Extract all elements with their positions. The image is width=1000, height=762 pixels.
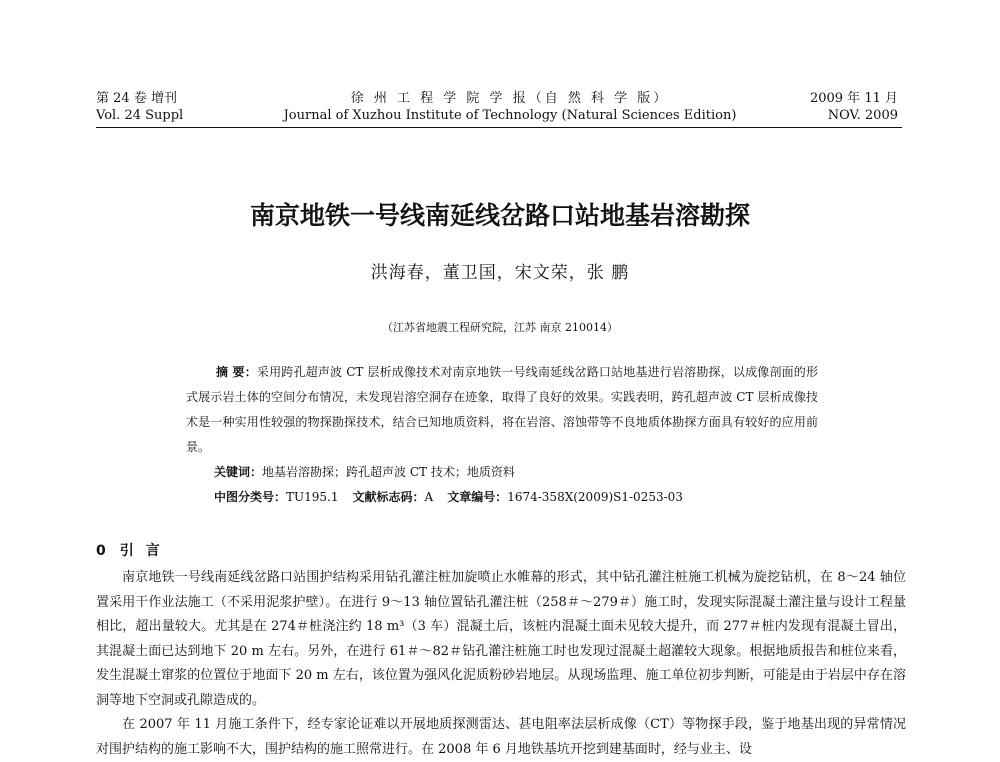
doc-code-value: A xyxy=(424,490,434,504)
section-heading xyxy=(96,540,172,560)
header-journal xyxy=(230,90,790,124)
journal-name-cn: 徐 州 工 程 学 院 学 报（自 然 科 学 版） xyxy=(350,91,670,106)
classification-line xyxy=(214,488,683,505)
abstract-paragraph xyxy=(186,360,818,460)
date-en: NOV. 2009 xyxy=(827,108,898,123)
abstract xyxy=(186,360,818,460)
section-title: 引言 xyxy=(119,543,172,559)
clc-value: TU195.1 xyxy=(286,490,339,504)
date-cn: 2009 年 11 月 xyxy=(809,91,898,106)
body-paragraph-1: 南京地铁一号线南延线岔路口站围护结构采用钻孔灌注桩加旋喷止水帷幕的形式，其中钻孔灌注桩施工机械为旋挖钻机，在 8～24 轴位置采用干作业法施工（不采用泥浆护壁）。在进行 9～13 轴位置钻孔灌注桩（258＃～279＃）施工时，发现实际混凝土灌注量与设计工程量相比，超出量较大。尤其是在 274＃桩浇注约 18 m³（3 车）混凝土后，该桩内混凝土面未见较大提升，而 277＃桩内发现有混凝土冒出，其混凝土面已达到地下 20 m 左右。另外，在进行 61＃～82＃钻孔灌注桩施工时也发现过混凝土超灌较大现象。根据地质报告和桩位来看，发生混凝土窜浆的位置位于地面下 20 m 左右，该位置为强风化泥质粉砂岩地层。从现场监理、施工单位初步判断，可能是由于岩层中存在溶洞等地下空洞或孔隙造成的。 xyxy=(96,570,906,708)
journal-name-en: Journal of Xuzhou Institute of Technology (Natural Sciences Edition) xyxy=(283,108,737,123)
keywords xyxy=(214,463,515,480)
abstract-text: 采用跨孔超声波 CT 层析成像技术对南京地铁一号线南延线岔路口站地基进行岩溶勘探，以成像剖面的形式展示岩土体的空间分布情况，未发现岩溶空洞存在迹象，取得了良好的效果。实践表明，跨孔超声波 CT 层析成像技术是一种实用性较强的物探勘探技术，结合已知地质资料，将在岩溶、溶蚀带等不良地质体勘探方面具有较好的应用前景。 xyxy=(186,365,818,454)
volume-cn: 第 24 卷 增刊 xyxy=(96,91,177,106)
keywords-label: 关键词： xyxy=(214,465,263,479)
header-rule xyxy=(96,127,902,128)
abstract-label: 摘 要： xyxy=(216,365,257,379)
volume-en: Vol. 24 Suppl xyxy=(96,108,184,123)
author-affiliation: （江苏省地震工程研究院，江苏 南京 210014） xyxy=(382,321,618,334)
clc-label: 中图分类号： xyxy=(214,490,287,504)
article-no-value: 1674-358X(2009)S1-0253-03 xyxy=(507,490,683,504)
body-text xyxy=(96,566,906,762)
article-no-label: 文章编号： xyxy=(447,490,508,504)
body-paragraph-2: 在 2007 年 11 月施工条件下，经专家论证难以开展地质探测雷达、甚电阻率法层析成像（CT）等物探手段，鉴于地基出现的异常情况对围护结构的施工影响不大，围护结构的施工照常进行。在 2008 年 6 月地铁基坑开挖到建基面时，经与业主、设 xyxy=(96,717,906,757)
paper-title: 南京地铁一号线南延线岔路口站地基岩溶勘探 xyxy=(249,201,750,230)
section-number: 0 xyxy=(96,543,106,559)
doc-code-label: 文献标志码： xyxy=(352,490,425,504)
header-volume xyxy=(96,90,183,124)
paper-authors: 洪海春，董卫国，宋文荣，张 鹏 xyxy=(370,263,630,283)
header-date xyxy=(810,90,898,124)
keywords-text: 地基岩溶勘探；跨孔超声波 CT 技术；地质资料 xyxy=(262,465,515,479)
